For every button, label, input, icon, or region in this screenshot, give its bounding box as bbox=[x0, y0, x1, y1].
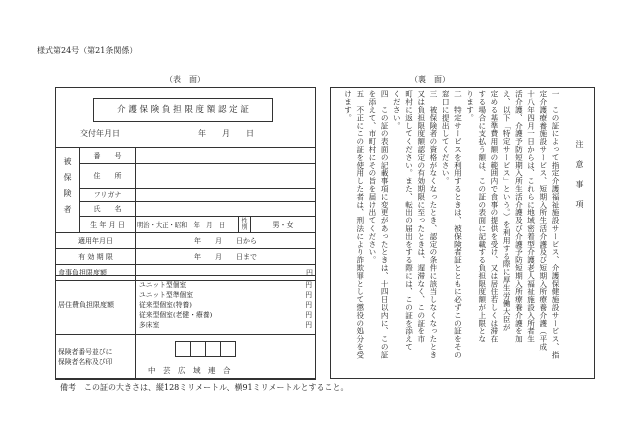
notes-column: ください。 bbox=[392, 90, 402, 130]
insurer-name: 中 芸 広 域 連 合 bbox=[148, 366, 231, 375]
notes-column: けます。 bbox=[343, 90, 353, 122]
front-label: （表 面） bbox=[165, 75, 205, 84]
residence-item bbox=[139, 310, 312, 320]
size-note: 備考 この証の大きさは、縦128ミリメートル、横91ミリメートルとすること。 bbox=[60, 383, 349, 392]
residence-item-list bbox=[139, 280, 312, 330]
notes-column: 活介護、介護予防短期入所生活介護及び介護予防短期入所療養介護を加 bbox=[514, 90, 524, 343]
residence-limit-label: 居住費負担限度額 bbox=[56, 276, 136, 335]
name-label: 氏 名 bbox=[80, 202, 136, 217]
seal-box bbox=[190, 341, 206, 357]
residence-item bbox=[139, 300, 312, 310]
residence-item-unit: 円 bbox=[305, 291, 312, 299]
notes-body bbox=[339, 90, 561, 370]
furigana-label: フリガナ bbox=[80, 189, 136, 202]
certificate-title: 介 護 保 険 負 担 限 度 額 認 定 証 bbox=[117, 104, 249, 115]
notes-column: え、以下「特定サービス」という。）を利用する際に厚生労働大臣が bbox=[502, 90, 512, 332]
birth-label: 生 年 月 日 bbox=[80, 217, 136, 233]
notes-column: する場合に支払う額は、この証の表面に記載する負担限度額が上限とな bbox=[477, 90, 487, 343]
certificate-title-box bbox=[93, 98, 273, 122]
notes-column: 四 この証の表面の記載事項に変更があったときは、十四日以内に、この証 bbox=[380, 90, 390, 359]
residence-item-name: ユニット型準個室 bbox=[139, 291, 194, 299]
notes-heading: 注 意 事 項 bbox=[575, 140, 584, 210]
form-number: 様式第24号（第21条関係） bbox=[37, 46, 138, 55]
seal-box bbox=[175, 341, 191, 357]
notes-column: 定める基準費用額の範囲内で食事の提供を受け、又は居住若しくは滞在 bbox=[489, 90, 499, 343]
notes-column: ります。 bbox=[465, 90, 475, 122]
number-value[interactable] bbox=[136, 148, 316, 164]
address-value[interactable] bbox=[136, 164, 316, 189]
residence-item-name: 従来型個室(特養) bbox=[139, 301, 192, 309]
notes-column: 五 不正にこの証を使用した者は、刑法により詐欺罪として懲役の処分を受 bbox=[355, 90, 365, 359]
residence-item-name: 多床室 bbox=[139, 321, 160, 329]
back-label: （裏 面） bbox=[410, 75, 450, 84]
residence-cost-table bbox=[55, 275, 316, 380]
residence-item-name: 従来型個室(老健・療養) bbox=[139, 311, 213, 319]
food-limit-unit: 円 bbox=[136, 265, 316, 281]
valid-until-label: 有 効 期 限 bbox=[56, 249, 136, 265]
issue-day: 日 bbox=[246, 129, 254, 138]
notes-column: 町村に返してください。また、転出の届出をする際には、この証を添えて bbox=[404, 90, 414, 351]
apply-date-value: 年 月 日から bbox=[136, 233, 316, 249]
residence-item-unit: 円 bbox=[305, 311, 312, 319]
notes-column: 又は負担限度額認定の有効期限に至ったときは、遅滞なく、この証を市 bbox=[416, 90, 426, 343]
birth-value: 明治・大正・昭和 年 月 日 bbox=[136, 217, 239, 233]
name-value[interactable] bbox=[136, 202, 316, 217]
notes-column: を添えて、市町村にその旨を届け出てください。 bbox=[367, 90, 377, 264]
valid-until-value: 年 月 日まで bbox=[136, 249, 316, 265]
notes-column: 窓口に提出してください。 bbox=[441, 90, 451, 185]
insurer-label: 保険者番号並びに 保険者名称及び印 bbox=[56, 335, 136, 380]
seal-box bbox=[220, 341, 236, 357]
address-label: 住 所 bbox=[80, 164, 136, 189]
furigana-value[interactable] bbox=[136, 189, 316, 202]
residence-item-name: ユニット型個室 bbox=[139, 281, 187, 289]
residence-item-unit: 円 bbox=[305, 301, 312, 309]
residence-item-unit: 円 bbox=[305, 281, 312, 289]
residence-item bbox=[139, 290, 312, 300]
sex-value: 男・女 bbox=[251, 217, 316, 233]
notes-column: 二 特定サービスを利用するときは、被保険者証とともに必ずこの証をその bbox=[453, 90, 463, 359]
notes-column: 十八年四月一日からは、これらに地域密着型介護老人福祉施設入所者生 bbox=[526, 90, 536, 343]
number-label: 番 号 bbox=[80, 148, 136, 164]
residence-item-unit: 円 bbox=[305, 321, 312, 329]
seal-box bbox=[205, 341, 221, 357]
notes-column: 定介護療養施設サービス、短期入所生活介護及び短期入所療養介護（平成 bbox=[538, 90, 548, 351]
issue-date-label: 交付年月日 bbox=[80, 129, 120, 138]
insurer-cell bbox=[136, 335, 316, 380]
insured-person-table bbox=[55, 147, 316, 281]
issue-year: 年 bbox=[198, 129, 206, 138]
apply-date-label: 適用年月日 bbox=[56, 233, 136, 249]
issue-month: 月 bbox=[222, 129, 230, 138]
insured-person-group: 被保険者 bbox=[56, 148, 80, 233]
sex-label: 性別 bbox=[239, 217, 251, 233]
food-limit-label: 食事負担限度額 bbox=[56, 265, 136, 281]
notes-column: 一 この証によって指定介護福祉施設サービス、介護保健施設サービス、指 bbox=[551, 90, 560, 359]
insurer-seal-boxes bbox=[176, 341, 236, 357]
residence-item bbox=[139, 320, 312, 330]
notes-column: 三 被保険者の資格がなくなったとき、認定の条件に該当しなくなったとき bbox=[428, 90, 438, 359]
residence-item bbox=[139, 280, 312, 290]
